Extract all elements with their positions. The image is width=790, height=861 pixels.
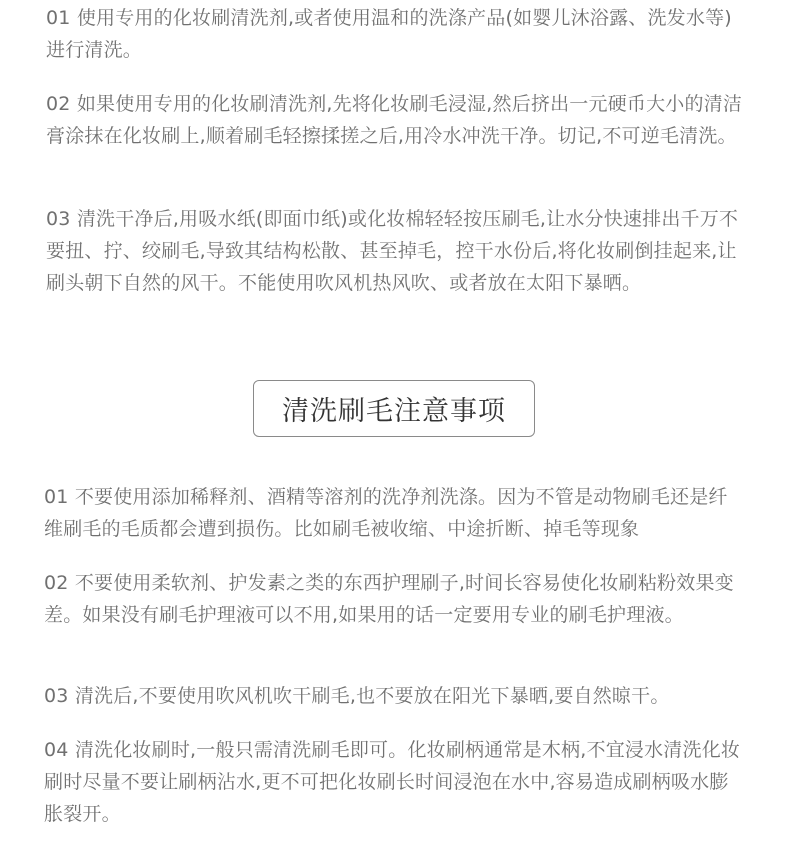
note-item-2: 02 不要使用柔软剂、护发素之类的东西护理刷子,时间长容易使化妆刷粘粉效果变差。如果没有刷毛护理液可以不用,如果用的话一定要用专业的刷毛护理液。 <box>44 572 734 626</box>
cleaning-step-3: 03 清洗干净后,用吸水纸(即面巾纸)或化妆棉轻轻按压刷毛,让水分快速排出千万不要扭、拧、绞刷毛,导致其结构松散、甚至掉毛，控干水份后,将化妆刷倒挂起来,让刷头朝下自然的风干。不能使用吹风机热风吹、或者放在太阳下暴晒。 <box>46 208 739 294</box>
note-item-4: 04 清洗化妆刷时,一般只需清洗刷毛即可。化妆刷柄通常是木柄,不宜浸水清洗化妆刷时尽量不要让刷柄沾水,更不可把化妆刷长时间浸泡在水中,容易造成刷柄吸水膨胀裂开。 <box>44 739 741 825</box>
notes-section-title: 清洗刷毛注意事项 <box>253 380 535 437</box>
note-item-1: 01 不要使用添加稀释剂、酒精等溶剂的洗净剂洗涤。因为不管是动物刷毛还是纤维刷毛的毛质都会遭到损伤。比如刷毛被收缩、中途折断、掉毛等现象 <box>44 486 728 540</box>
note-item-3: 03 清洗后,不要使用吹风机吹干刷毛,也不要放在阳光下暴晒,要自然晾干。 <box>44 685 670 707</box>
cleaning-step-2: 02 如果使用专用的化妆刷清洗剂,先将化妆刷毛浸湿,然后挤出一元硬币大小的清洁膏涂抹在化妆刷上,顺着刷毛轻擦揉搓之后,用冷水冲洗干净。切记,不可逆毛清洗。 <box>46 93 743 147</box>
cleaning-step-1: 01 使用专用的化妆刷清洗剂,或者使用温和的洗涤产品(如婴儿沐浴露、洗发水等)进行清洗。 <box>46 7 732 61</box>
